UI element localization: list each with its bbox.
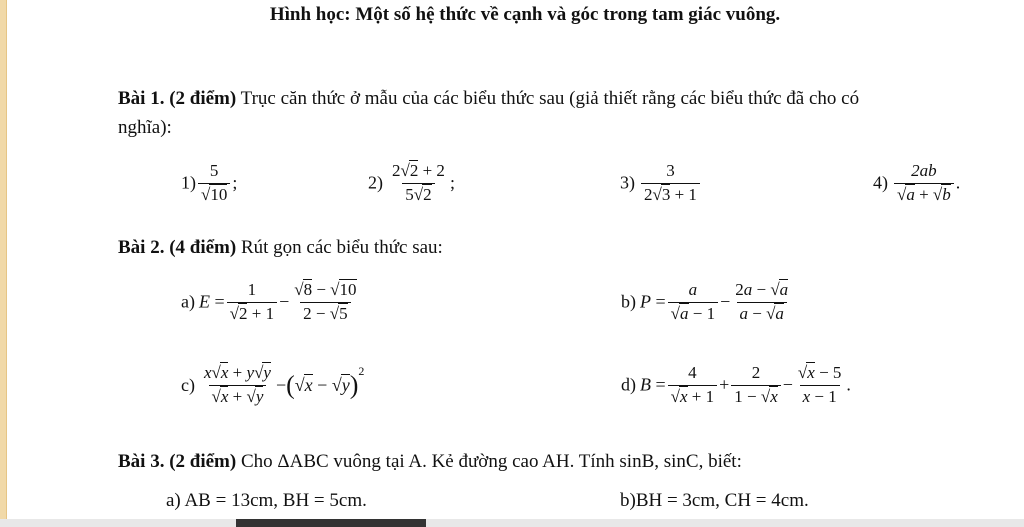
bai2-label: Bài 2. (4 điểm) xyxy=(118,237,237,258)
item-label: 4) xyxy=(873,172,888,193)
bai1-header xyxy=(118,88,859,110)
fraction: $\frac{3}{2√3 + 1}$ xyxy=(641,162,700,204)
bai1-expr-2: 2) $\frac{2√2 + 2}{5√2}$ ; xyxy=(368,161,455,204)
bai2-expr-a: a) E = $\frac{1}{√2 + 1}$ − $\frac{√8 - √10}{2 - √5}$ xyxy=(181,281,362,323)
bai2-expr-c: c) $\frac{x√x + y√y}{√x + √y}$ $-(√x - √y)^2$ xyxy=(181,363,365,406)
bai3-label: Bài 3. (2 điểm) xyxy=(118,451,237,472)
bai1-text-cont: nghĩa): xyxy=(118,117,172,138)
bai3-part-b: b)BH = 3cm, CH = 4cm. xyxy=(620,490,809,511)
page-margin-line xyxy=(6,0,7,527)
item-label: c) xyxy=(181,374,195,395)
fraction: $\frac{√x - 5}{x - 1}$ xyxy=(797,363,842,406)
bai2-header xyxy=(118,237,443,259)
bai1-label: Bài 1. (2 điểm) xyxy=(118,88,237,109)
fraction: $\frac{2a - √a}{a - √a}$ xyxy=(735,280,789,323)
fraction: $\frac{2ab}{√a + √b}$ xyxy=(894,162,954,204)
item-label: 1) xyxy=(181,172,196,193)
item-label: 3) xyxy=(620,172,635,193)
item-label: 2) xyxy=(368,172,383,193)
fraction: $\frac{5}{√10}$ xyxy=(198,162,230,204)
bai3-header xyxy=(118,451,742,473)
fraction: $\frac{√8 - √10}{2 - √5}$ xyxy=(294,280,357,323)
bai3-part-a: a) AB = 13cm, BH = 5cm. xyxy=(166,490,367,511)
scrollbar-thumb[interactable] xyxy=(236,519,426,527)
fraction: $\frac{2√2 + 2}{5√2}$ xyxy=(392,161,445,204)
fraction: $\frac{a}{√a - 1}$ xyxy=(668,281,718,323)
item-label: a) xyxy=(181,291,195,312)
horizontal-scrollbar[interactable] xyxy=(0,519,1024,527)
fraction: $\frac{x√x + y√y}{√x + √y}$ xyxy=(203,363,271,406)
bai2-expr-b: b) P = $\frac{a}{√a - 1}$ − $\frac{2a - √a}{a - √a}$ xyxy=(621,281,793,323)
item-label: b) xyxy=(621,291,636,312)
bai1-expr-1: 1) $\frac{5}{√10}$ ; xyxy=(181,161,238,204)
bai1-expr-3 xyxy=(620,162,702,204)
bai2-expr-d: d) B = $\frac{4}{√x + 1}$ + $\frac{2}{1 - √x}$ − $\frac{√x - 5}{x - 1}$ . xyxy=(621,363,851,406)
bai1-expr-4: 4) $\frac{2ab}{√a + √b}$ . xyxy=(873,161,961,204)
fraction: $\frac{1}{√2 + 1}$ xyxy=(227,281,277,323)
page-title: Hình học: Một số hệ thức về cạnh và góc trong tam giác vuông. xyxy=(269,4,781,25)
bai2-text: Rút gọn các biểu thức sau: xyxy=(236,237,443,258)
fraction: $\frac{4}{√x + 1}$ xyxy=(668,364,717,406)
fraction: $\frac{2}{1 - √x}$ xyxy=(731,364,780,406)
bai1-text: Trục căn thức ở mẫu của các biểu thức sau (giả thiết rằng các biểu thức đã cho có xyxy=(236,88,860,109)
item-label: d) xyxy=(621,374,636,395)
bai3-text: Cho ΔABC vuông tại A. Kẻ đường cao AH. Tính sinB, sinC, biết: xyxy=(236,451,742,472)
